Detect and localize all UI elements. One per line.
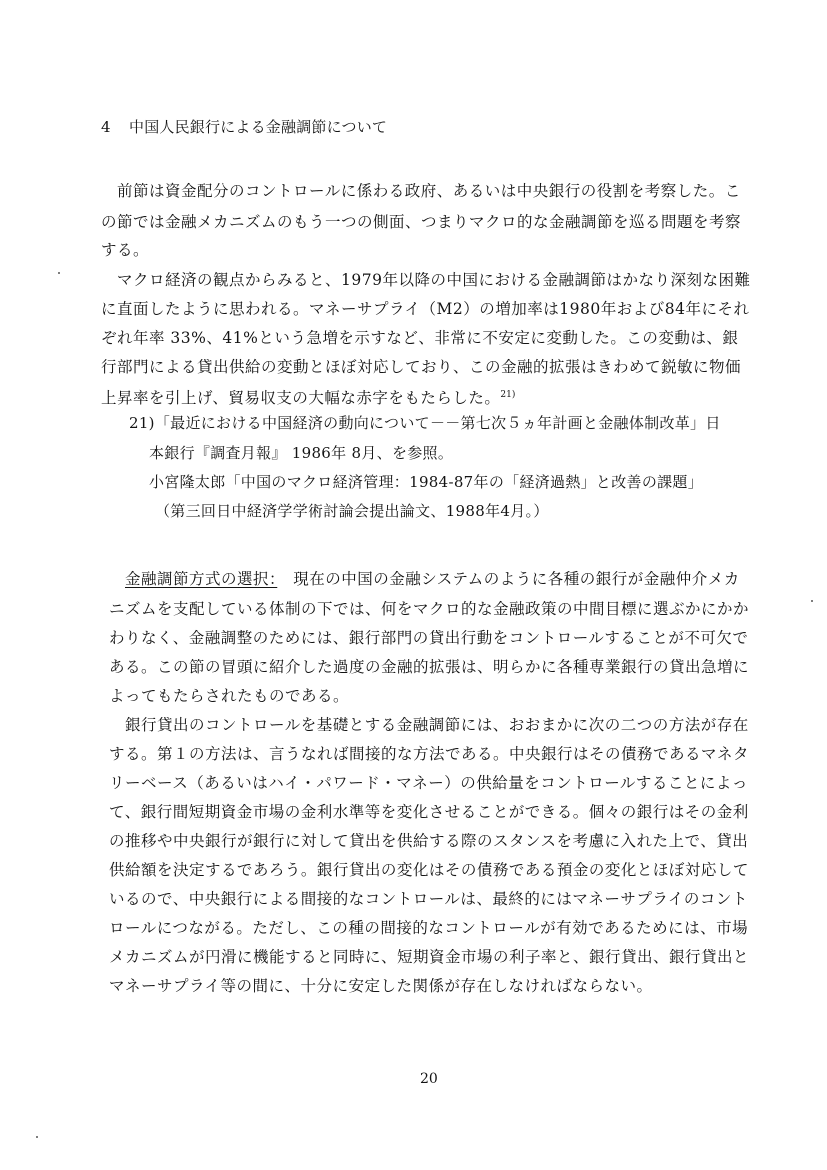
paragraph-line: マクロ経済の観点からみると、1979年以降の中国における金融調節はかなり深刻な困難 — [117, 271, 751, 289]
paragraph-line: ある。この節の冒頭に紹介した過度の金融的拡張は、明らかに各種専業銀行の貸出急増に — [109, 658, 750, 676]
paragraph-line: する。 — [101, 241, 150, 259]
paragraph-line: て、銀行間短期資金市場の金利水準等を変化させることができる。個々の銀行はその金利 — [109, 803, 749, 821]
paragraph-line: の節では金融メカニズムのもう一つの側面、つまりマクロ的な金融調節を巡る問題を考察 — [101, 213, 742, 231]
paragraph-line: いるので、中央銀行による間接的なコントロールは、最終的にはマネーサプライのコント — [109, 890, 748, 908]
paragraph-line: マネーサプライ等の間に、十分に安定した関係が存在しなければならない。 — [109, 977, 653, 995]
paragraph-line: メカニズムが円滑に機能すると同時に、短期資金市場の利子率と、銀行貸出、銀行貸出と — [109, 948, 750, 966]
footnote-reference: 21) — [500, 390, 516, 400]
paragraph-line: 前節は資金配分のコントロールに係わる政府、あるいは中央銀行の役割を考察した。こ — [117, 182, 741, 200]
scan-speck — [58, 272, 60, 274]
paragraph-line: ぞれ年率 33%、41%という急増を示すなど、非常に不安定に変動した。この変動は、銀 — [101, 329, 739, 347]
paragraph-line: に直面したように思われる。マネーサプライ（M2）の増加率は1980年および84年にそれ — [101, 300, 750, 318]
footnote-line: 小宮隆太郎「中国のマクロ経済管理：1984-87年の「経済過熱」と改善の課題」 — [149, 473, 704, 491]
paragraph-line: リーベース（あるいはハイ・パワード・マネー）の供給量をコントロールすることによっ — [109, 774, 748, 792]
section-title: 中国人民銀行による金融調節について — [129, 118, 388, 136]
paragraph-line: の推移や中央銀行が銀行に対して貸出を供給する際のスタンスを考慮に入れた上で、貸出 — [109, 832, 749, 850]
section-heading — [101, 117, 387, 137]
paragraph-line: よってもたらされたものである。 — [109, 687, 350, 705]
scan-speck — [811, 600, 813, 602]
footnote-line: 21)「最近における中国経済の動向について－－第七次５ヵ年計画と金融体制改革」日 — [129, 414, 721, 432]
paragraph-line: 行部門による貸出供給の変動とほぼ対応しており、この金融的拡張はきわめて鋭敏に物価 — [101, 358, 742, 376]
paragraph-line — [125, 569, 740, 589]
page-number: 20 — [420, 1071, 438, 1087]
footnote-line: （第三回日中経済学学術討論会提出論文、1988年4月。） — [155, 502, 549, 520]
scan-speck — [36, 1136, 38, 1138]
paragraph-text: 現在の中国の金融システムのように各種の銀行が金融仲介メカ — [277, 570, 740, 588]
paragraph-line: ニズムを支配している体制の下では、何をマクロ的な金融政策の中間目標に選ぶかにかか — [109, 600, 750, 618]
paragraph-line: ロールにつながる。ただし、この種の間接的なコントロールが有効であるためには、市場 — [109, 919, 749, 937]
paragraph-line — [101, 385, 515, 408]
paragraph-line: 銀行貸出のコントロールを基礎とする金融調節には、おおまかに次の二つの方法が存在 — [125, 716, 749, 734]
paragraph-line: 供給額を決定するであろう。銀行貸出の変化はその債務である預金の変化とほぼ対応して — [109, 861, 749, 879]
paragraph-line: する。第１の方法は、言うなれば間接的な方法である。中央銀行はその債務であるマネタ — [109, 745, 750, 763]
footnote-line: 本銀行『調査月報』 1986年 8月、を参照。 — [149, 444, 454, 462]
paragraph-text: 上昇率を引上げ、貿易収支の大幅な赤字をもたらした。 — [101, 389, 501, 407]
paragraph-line: わりなく、金融調整のためには、銀行部門の貸出行動をコントロールすることが不可欠で — [109, 629, 749, 647]
subsection-label: 金融調節方式の選択： — [125, 570, 278, 588]
section-number: 4 — [101, 118, 111, 136]
